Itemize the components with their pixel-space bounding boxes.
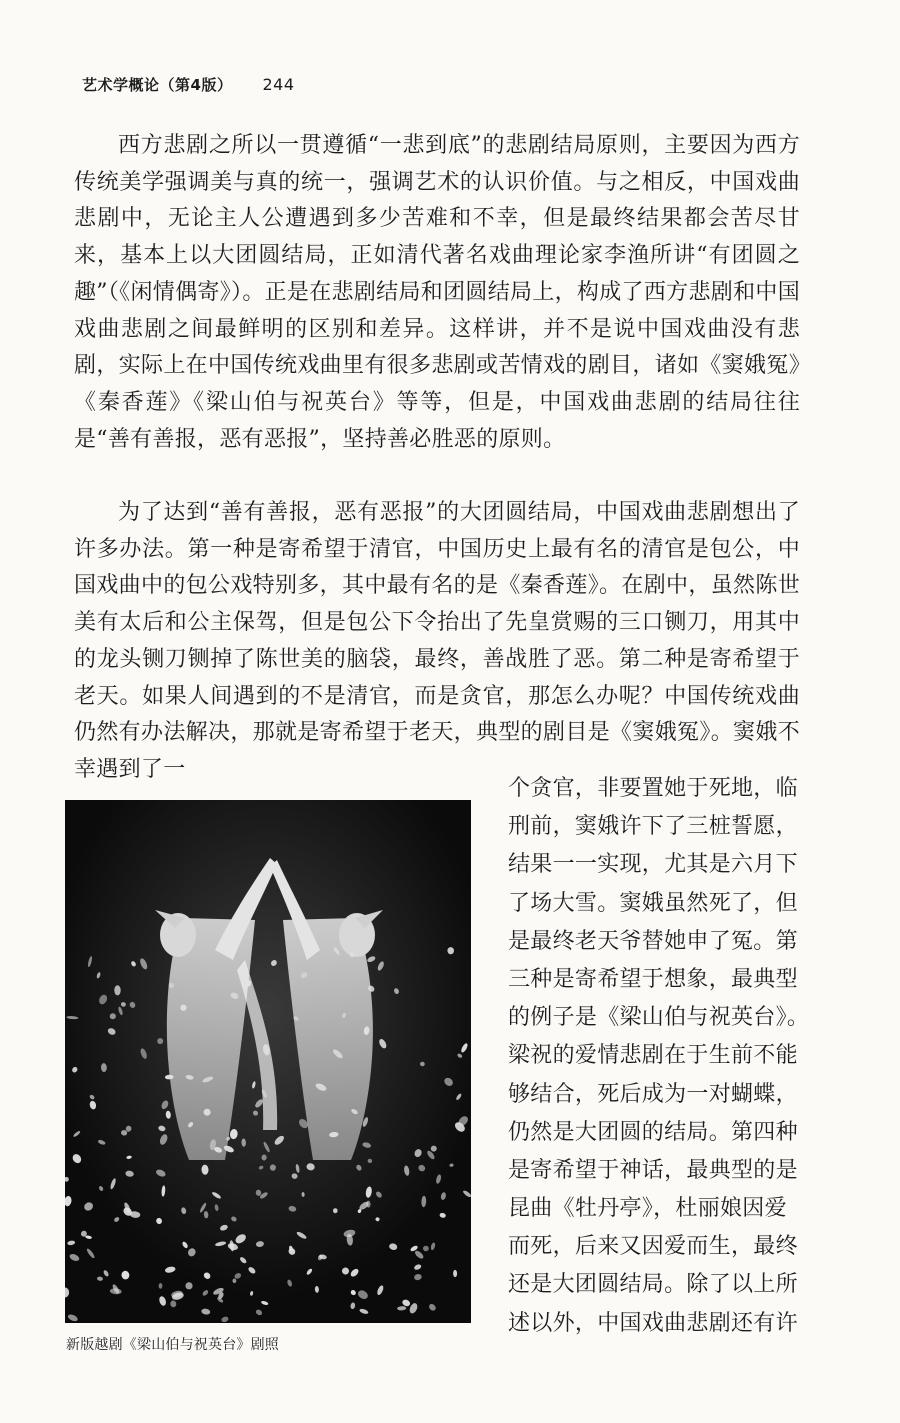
text-line: 了场大雪。窦娥虽然死了，但 bbox=[508, 890, 798, 916]
stage-photo bbox=[65, 800, 471, 1323]
text-line: 还是大团圆结局。除了以上所 bbox=[508, 1272, 798, 1298]
text-line: 述以外，中国戏曲悲剧还有许 bbox=[508, 1310, 798, 1336]
text-line: 个贪官，非要置她于死地，临 bbox=[508, 776, 798, 801]
text-line: 是寄希望于神话，最典型的是 bbox=[508, 1157, 798, 1183]
book-title: 艺术学概论（第4版） bbox=[82, 76, 233, 94]
text-line: 的例子是《梁山伯与祝英台》。 bbox=[508, 1005, 810, 1031]
paragraph: 西方悲剧之所以一贯遵循“一悲到底”的悲剧结局原则，主要因为西方传统美学强调美与真的统一，强调艺术的认识价值。与之相反，中国戏曲悲剧中，无论主人公遭遇到多少苦难和不幸，但是最终结果都会苦尽甘来，基本上以大团圆结局，正如清代著名戏曲理论家李渔所讲“有团圆之趣”（《闲情偶寄》）。正是在悲剧结局和团圆结局上，构成了西方悲剧和中国戏曲悲剧之间最鲜明的区别和差异。这样讲，并不是说中国戏曲没有悲剧，实际上在中国传统戏曲里有很多悲剧或苦情戏的剧目，诸如《窦娥冤》《秦香莲》《梁山伯与祝英台》等等，但是，中国戏曲悲剧的结局往往是“善有善报，恶有恶报”，坚持善必胜恶的原则。 bbox=[74, 133, 800, 452]
paragraph: 为了达到“善有善报，恶有恶报”的大团圆结局，中国戏曲悲剧想出了许多办法。第一种是寄希望于清官，中国历史上最有名的清官是包公，中国戏曲中的包公戏特别多，其中最有名的是《秦香莲》。在剧中，虽然陈世美有太后和公主保驾，但是包公下令抬出了先皇赏赐的三口铡刀，用其中的龙头铡刀铡掉了陈世美的脑袋，最终，善战胜了恶。第二种是寄希望于老天。如果人间遇到的不是清官，而是贪官，那怎么办呢？中国传统戏曲仍然有办法解决，那就是寄希望于老天，典型的剧目是《窦娥冤》。窦娥不幸遇到了一 bbox=[74, 500, 800, 782]
wrapped-text-column bbox=[508, 770, 810, 1343]
text-line: 是最终老天爷替她申了冤。第 bbox=[508, 928, 798, 954]
text-line: 三种是寄希望于想象，最典型 bbox=[508, 966, 798, 992]
text-line: 仍然是大团圆的结局。第四种 bbox=[508, 1119, 798, 1145]
paragraph-2-block bbox=[74, 495, 800, 789]
paragraph-1-block bbox=[74, 128, 800, 458]
text-line: 够结合，死后成为一对蝴蝶， bbox=[508, 1081, 798, 1107]
text-line: 昆曲《牡丹亭》，杜丽娘因爱 bbox=[508, 1196, 787, 1222]
petal bbox=[333, 1208, 338, 1213]
petal bbox=[110, 1013, 116, 1019]
page-number: 244 bbox=[262, 75, 295, 94]
running-head bbox=[82, 74, 295, 95]
text-line: 刑前，窦娥许下了三桩誓愿， bbox=[508, 814, 798, 840]
text-line: 梁祝的爱情悲剧在于生前不能 bbox=[508, 1043, 798, 1069]
text-line: 而死，后来又因爱而生，最终 bbox=[508, 1234, 798, 1260]
text-line: 结果一一实现，尤其是六月下 bbox=[508, 852, 798, 878]
figure-caption: 新版越剧《梁山伯与祝英台》剧照 bbox=[66, 1337, 279, 1353]
butterfly-lovers-stage-photo bbox=[65, 800, 471, 1323]
